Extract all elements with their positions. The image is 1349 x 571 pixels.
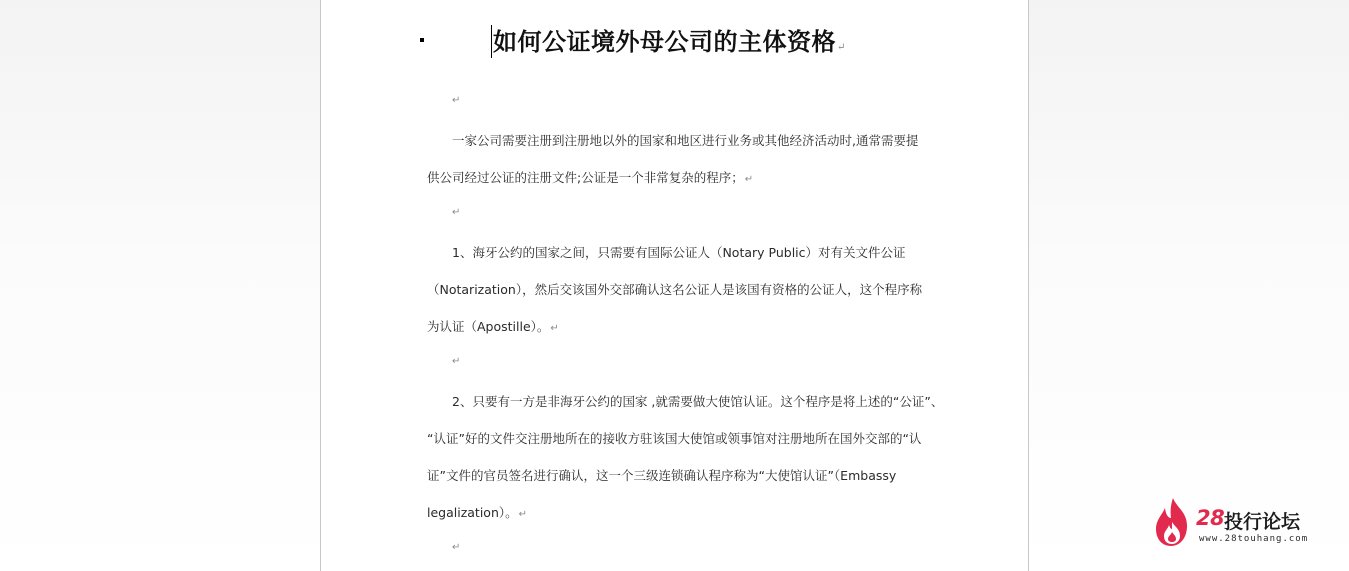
paragraph-line[interactable] (452, 392, 943, 410)
paragraph-line[interactable] (427, 280, 922, 298)
paragraph-line[interactable] (452, 131, 918, 149)
document-title-text: 如何公证境外母公司的主体资格 (493, 27, 836, 56)
watermark-name: 投行论坛 (1224, 511, 1301, 533)
line-text: “认证”好的文件交注册地所在的接收方驻该国大使馆或领事馆对注册地所在国外交部的“认 (427, 431, 922, 446)
paragraph-line[interactable] (452, 243, 906, 261)
document-page[interactable] (320, 0, 1029, 571)
bullet-marker (420, 38, 424, 42)
line-text: legalization）。 (427, 505, 518, 520)
line-text: 2、只要有一方是非海牙公约的国家 ,就需要做大使馆认证。这个程序是将上述的“公证”、 (452, 394, 944, 409)
paragraph-line[interactable] (427, 168, 753, 186)
line-text: 供公司经过公证的注册文件;公证是一个非常复杂的程序； (427, 170, 744, 185)
line-text: 证”文件的官员签名进行确认，这一个三级连锁确认程序称为“大使馆认证”（Embassy (427, 468, 897, 483)
paragraph-mark-icon: ↵ (452, 356, 461, 367)
line-text: （Notarization），然后交该国外交部确认这名公证人是该国有资格的公证人，这个程序称 (427, 282, 923, 297)
paragraph-mark-icon: ↵ (452, 207, 461, 218)
watermark-logo (1153, 496, 1333, 548)
watermark-number: 28 (1196, 506, 1225, 530)
paragraph-mark-icon: ↵ (518, 509, 528, 520)
line-text: 为认证（Apostille）。 (427, 319, 550, 334)
line-text: 一家公司需要注册到注册地以外的国家和地区进行业务或其他经济活动时,通常需要提 (452, 133, 919, 148)
text-cursor (491, 25, 492, 58)
paragraph-mark-icon: ↵ (452, 95, 461, 106)
flame-icon (1153, 496, 1193, 548)
document-title[interactable] (493, 22, 846, 57)
paragraph-line[interactable] (427, 317, 559, 335)
paragraph-mark-icon: ↵ (744, 174, 754, 185)
paragraph-mark-icon: ↵ (550, 323, 559, 334)
line-text: 1、海牙公约的国家之间，只需要有国际公证人（Notary Public）对有关文件公证 (452, 245, 906, 260)
paragraph-line[interactable] (427, 466, 896, 484)
watermark-url: www.28touhang.com (1199, 534, 1309, 544)
paragraph-line[interactable] (427, 429, 921, 447)
paragraph-mark-icon: ↵ (837, 42, 846, 53)
paragraph-line[interactable] (427, 503, 527, 521)
paragraph-mark-icon: ↵ (452, 542, 461, 553)
